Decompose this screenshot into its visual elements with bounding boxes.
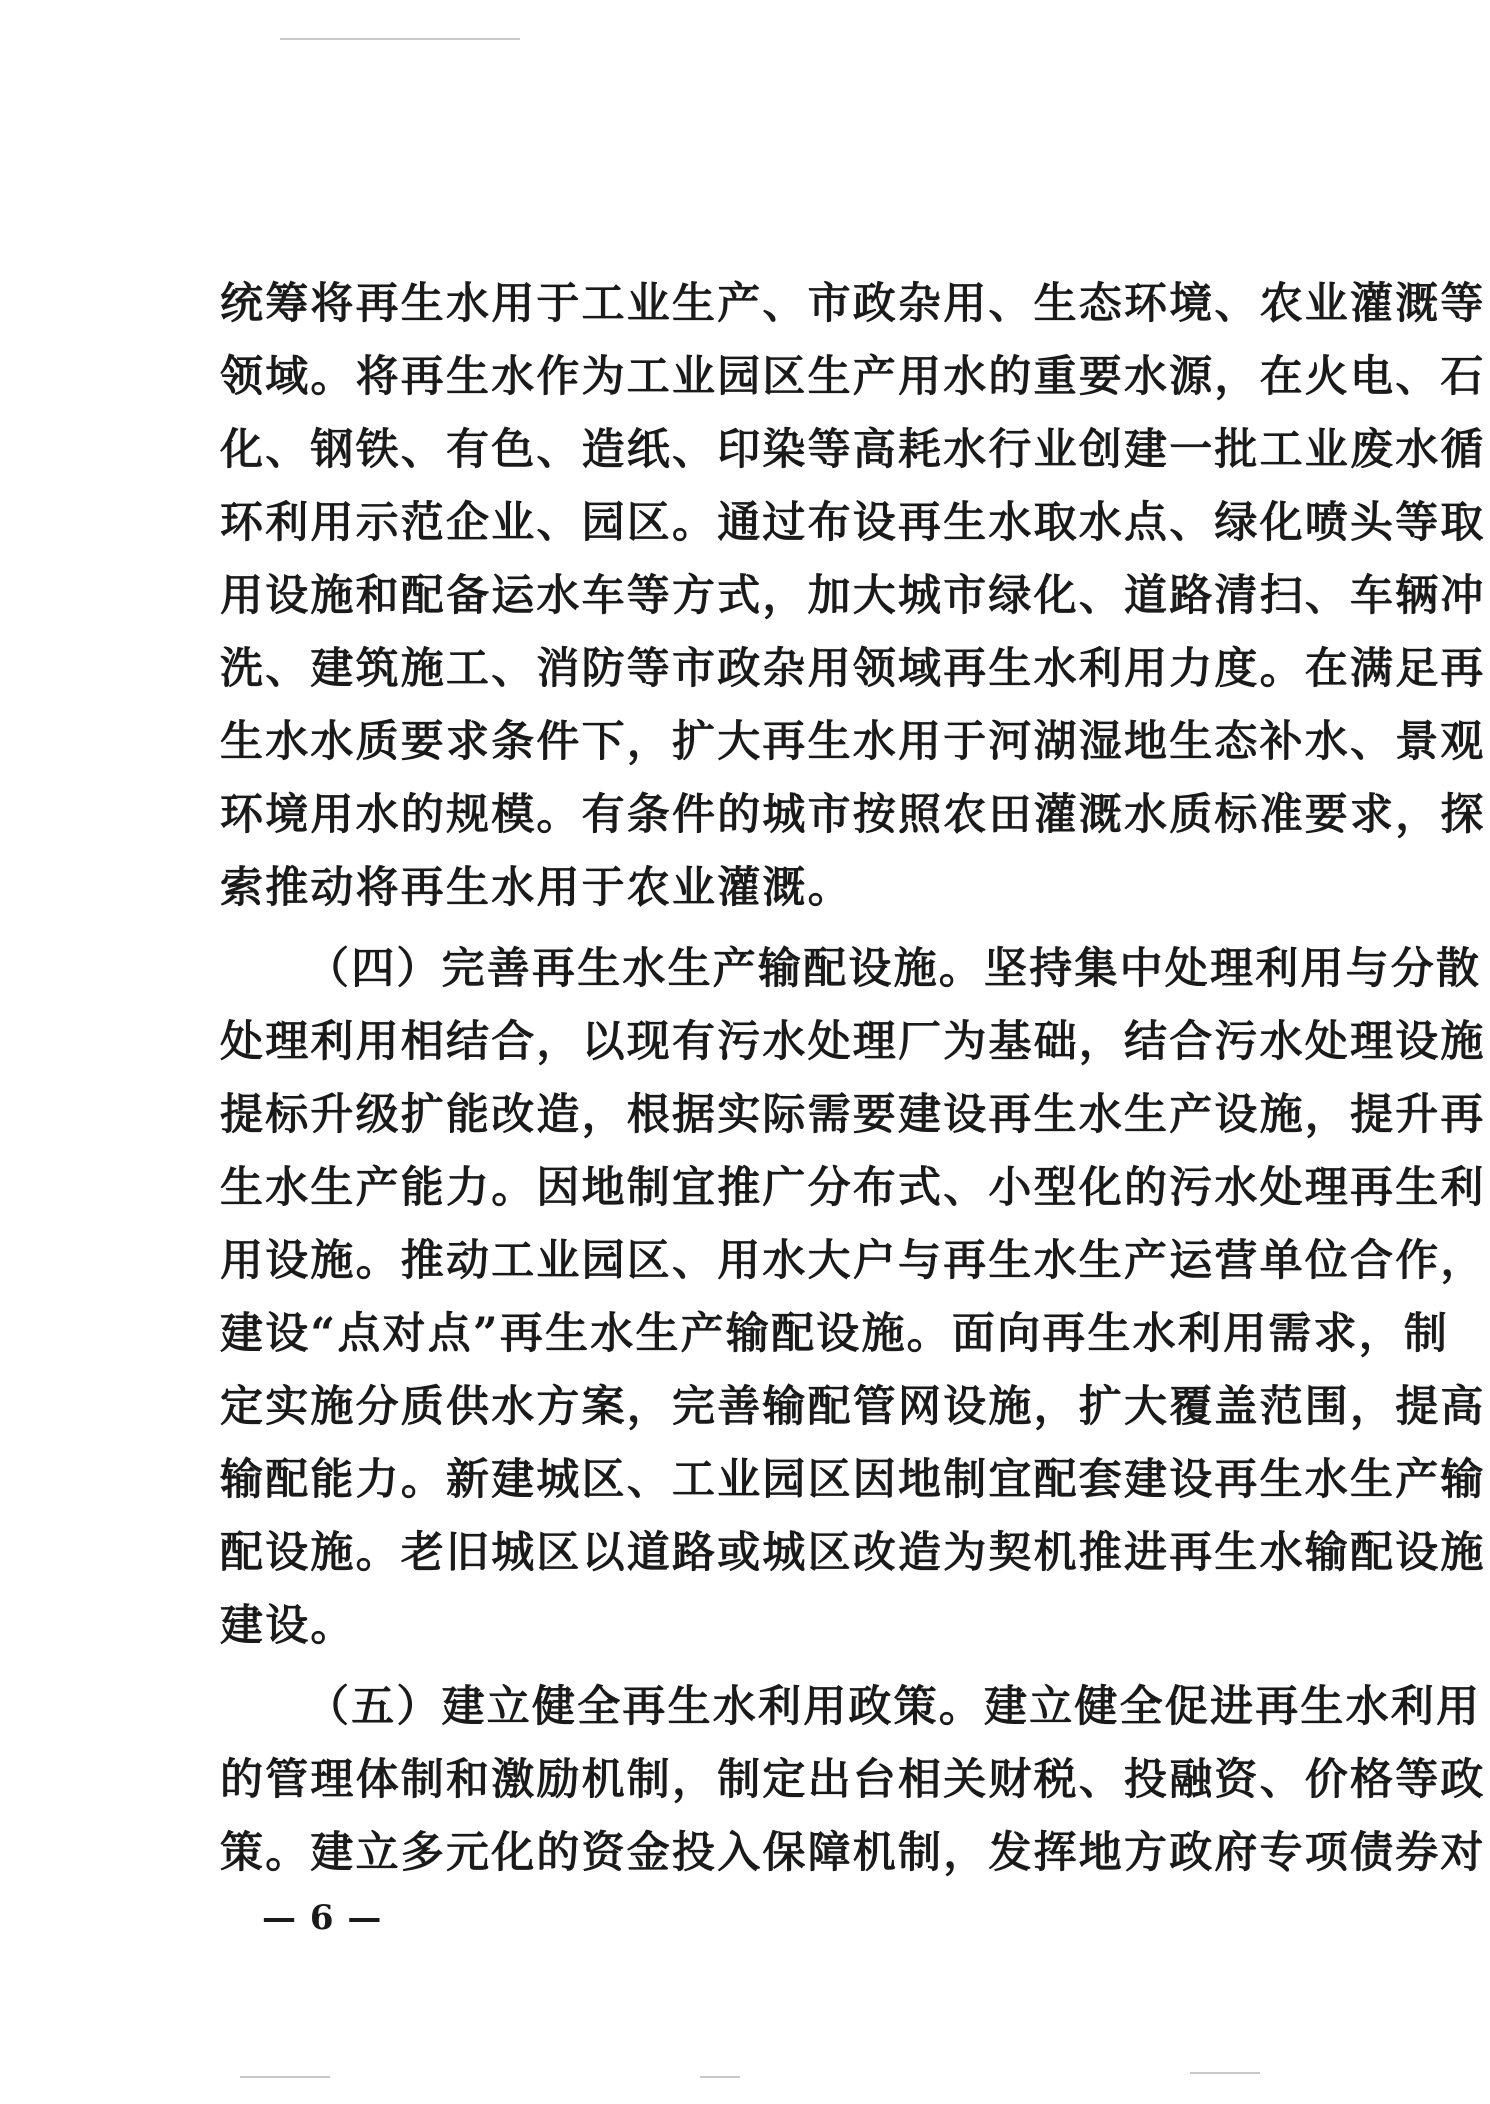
body-line: 洗、建筑施工、消防等市政杂用领域再生水利用力度。在满足再 [220,644,1486,694]
scan-artifact-bottom-mid [700,2076,740,2078]
body-line: 化、钢铁、有色、造纸、印染等高耗水行业创建一批工业废水循 [220,425,1486,475]
body-line: 提标升级扩能改造，根据实际需要建设再生水生产设施，提升再 [220,1090,1486,1140]
body-line: 策。建立多元化的资金投入保障机制，发挥地方政府专项债券对 [220,1828,1486,1878]
body-line: 用设施和配备运水车等方式，加大城市绿化、道路清扫、车辆冲 [220,571,1486,621]
section-heading-4-line: （四）完善再生水生产输配设施。坚持集中处理利用与分散 [306,944,1482,994]
body-line: 环境用水的规模。有条件的城市按照农田灌溉水质标准要求，探 [220,790,1486,840]
scan-artifact-top [280,38,520,40]
body-line: 建设。 [220,1601,356,1651]
body-line: 领域。将再生水作为工业园区生产用水的重要水源，在火电、石 [220,352,1486,402]
section-heading-5-line: （五）建立健全再生水利用政策。建立健全促进再生水利用 [306,1682,1482,1732]
body-line: 索推动将再生水用于农业灌溉。 [220,863,853,913]
body-line: 建设“点对点”再生水生产输配设施。面向再生水利用需求，制 [220,1309,1450,1359]
body-line: 定实施分质供水方案，完善输配管网设施，扩大覆盖范围，提高 [220,1382,1486,1432]
body-line: 处理利用相结合，以现有污水处理厂为基础，结合污水处理设施 [220,1017,1486,1067]
body-line: 生水生产能力。因地制宜推广分布式、小型化的污水处理再生利 [220,1163,1486,1213]
body-line: 输配能力。新建城区、工业园区因地制宜配套建设再生水生产输 [220,1455,1486,1505]
body-line: 用设施。推动工业园区、用水大户与再生水生产运营单位合作， [220,1236,1486,1286]
body-line: 生水水质要求条件下，扩大再生水用于河湖湿地生态补水、景观 [220,717,1486,767]
page-number: — 6 — [262,1898,383,1938]
body-line: 统筹将再生水用于工业生产、市政杂用、生态环境、农业灌溉等 [220,279,1486,329]
body-line: 环利用示范企业、园区。通过布设再生水取水点、绿化喷头等取 [220,498,1486,548]
body-line: 的管理体制和激励机制，制定出台相关财税、投融资、价格等政 [220,1755,1486,1805]
body-line: 配设施。老旧城区以道路或城区改造为契机推进再生水输配设施 [220,1528,1486,1578]
scan-artifact-bottom-right [1190,2072,1260,2074]
scan-artifact-bottom-left [240,2076,330,2078]
